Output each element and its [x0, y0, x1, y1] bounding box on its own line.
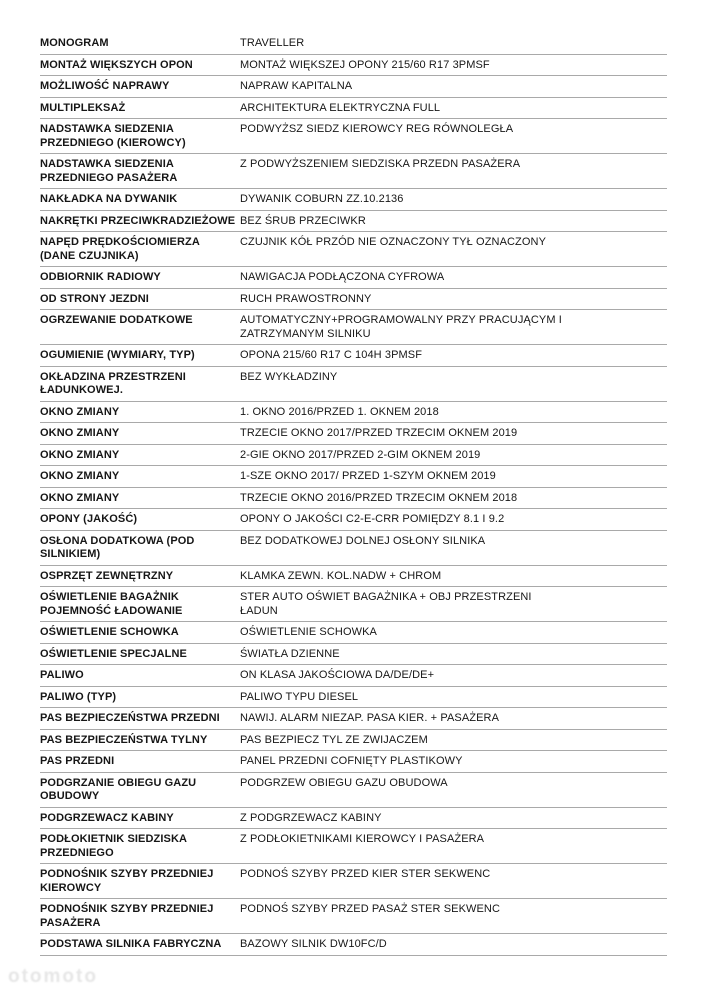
spec-row	[40, 488, 667, 510]
spec-label: OPONY (JAKOŚĆ)	[40, 513, 138, 525]
spec-value: 2-GIE OKNO 2017/PRZED 2-GIM OKNEM 2019	[240, 448, 481, 461]
spec-label: NAPĘD PRĘDKOŚCIOMIERZA (DANE CZUJNIKA)	[40, 236, 200, 262]
spec-row	[40, 644, 667, 666]
spec-value: CZUJNIK KÓŁ PRZÓD NIE OZNACZONY TYŁ OZNACZONY	[240, 236, 547, 248]
spec-row	[40, 98, 667, 120]
spec-label: OSŁONA DODATKOWA (POD SILNIKIEM)	[40, 534, 195, 560]
spec-value: NAPRAW KAPITALNA	[240, 80, 353, 92]
spec-label: PODŁOKIETNIK SIEDZISKA PRZEDNIEGO	[40, 833, 187, 859]
spec-value: PODNOŚ SZYBY PRZED PASAŻ STER SEKWENC	[240, 903, 501, 915]
spec-value: OŚWIETLENIE SCHOWKA	[240, 626, 377, 638]
spec-label: NAKŁADKA NA DYWANIK	[40, 193, 178, 205]
spec-value: PANEL PRZEDNI COFNIĘTY PLASTIKOWY	[240, 755, 463, 767]
spec-row	[40, 531, 667, 566]
spec-label: OSPRZĘT ZEWNĘTRZNY	[40, 569, 174, 582]
spec-row	[40, 154, 667, 189]
spec-label: OGRZEWANIE DODATKOWE	[40, 314, 193, 326]
spec-row	[40, 587, 667, 622]
site-watermark: otomoto	[8, 966, 98, 987]
spec-row	[40, 310, 667, 345]
spec-row	[40, 367, 667, 402]
spec-table	[40, 33, 667, 956]
spec-label: OŚWIETLENIE BAGAŻNIK POJEMNOŚĆ ŁADOWANIE	[40, 591, 183, 617]
spec-label: OKNO ZMIANY	[40, 448, 120, 461]
spec-label: NADSTAWKA SIEDZENIA PRZEDNIEGO PASAŻERA	[40, 158, 178, 184]
spec-label: NAKRĘTKI PRZECIWKRADZIEŻOWE	[40, 214, 236, 227]
spec-value: Z PODŁOKIETNIKAMI KIEROWCY I PASAŻERA	[240, 833, 485, 845]
spec-row	[40, 751, 667, 773]
spec-label: PODSTAWA SILNIKA FABRYCZNA	[40, 938, 222, 950]
spec-row	[40, 267, 667, 289]
spec-value: PAS BEZPIECZ TYL ZE ZWIJACZEM	[240, 733, 428, 746]
spec-label: OŚWIETLENIE SPECJALNE	[40, 647, 187, 660]
spec-value: PALIWO TYPU DIESEL	[240, 690, 359, 703]
spec-value: OPONA 215/60 R17 C 104H 3PMSF	[240, 349, 423, 361]
spec-row	[40, 289, 667, 311]
spec-row	[40, 189, 667, 211]
spec-row	[40, 899, 667, 934]
spec-label: PODNOŚNIK SZYBY PRZEDNIEJ PASAŻERA	[40, 903, 214, 929]
spec-label: OKNO ZMIANY	[40, 427, 120, 439]
spec-value: STER AUTO OŚWIET BAGAŻNIKA + OBJ PRZESTRZENI ŁADUN	[240, 591, 532, 617]
spec-value: PODWYŻSZ SIEDZ KIEROWCY REG RÓWNOLEGŁA	[240, 123, 514, 135]
spec-row	[40, 773, 667, 808]
spec-row	[40, 445, 667, 467]
spec-label: PALIWO (TYP)	[40, 690, 117, 703]
spec-value: BEZ WYKŁADZINY	[240, 370, 338, 383]
spec-value: TRAVELLER	[240, 37, 305, 49]
spec-label: OGUMIENIE (WYMIARY, TYP)	[40, 349, 195, 361]
spec-row	[40, 345, 667, 367]
spec-label: MONOGRAM	[40, 37, 109, 49]
spec-label: OKNO ZMIANY	[40, 491, 120, 504]
spec-row	[40, 665, 667, 687]
spec-value: Z PODWYŻSZENIEM SIEDZISKA PRZEDN PASAŻERA	[240, 158, 521, 170]
spec-row	[40, 730, 667, 752]
spec-value: MONTAŻ WIĘKSZEJ OPONY 215/60 R17 3PMSF	[240, 58, 490, 71]
spec-label: PODGRZANIE OBIEGU GAZU OBUDOWY	[40, 776, 197, 802]
spec-row	[40, 687, 667, 709]
spec-value: 1-SZE OKNO 2017/ PRZED 1-SZYM OKNEM 2019	[240, 470, 496, 482]
spec-value: DYWANIK COBURN ZZ.10.2136	[240, 193, 404, 205]
spec-row	[40, 76, 667, 98]
spec-label: PAS BEZPIECZEŃSTWA PRZEDNI	[40, 712, 220, 724]
spec-label: NADSTAWKA SIEDZENIA PRZEDNIEGO (KIEROWCY)	[40, 123, 186, 149]
spec-row	[40, 509, 667, 531]
spec-row	[40, 622, 667, 644]
spec-row	[40, 119, 667, 154]
spec-label: PAS BEZPIECZEŃSTWA TYLNY	[40, 733, 208, 746]
spec-value: RUCH PRAWOSTRONNY	[240, 292, 372, 305]
spec-value: 1. OKNO 2016/PRZED 1. OKNEM 2018	[240, 405, 439, 418]
spec-label: PALIWO	[40, 669, 84, 681]
spec-label: OKNO ZMIANY	[40, 405, 120, 418]
spec-row	[40, 566, 667, 588]
spec-value: NAWIJ. ALARM NIEZAP. PASA KIER. + PASAŻERA	[240, 712, 500, 724]
spec-value: BEZ DODATKOWEJ DOLNEJ OSŁONY SILNIKA	[240, 534, 486, 547]
spec-label: OD STRONY JEZDNI	[40, 292, 149, 305]
spec-value: ON KLASA JAKOŚCIOWA DA/DE/DE+	[240, 669, 435, 681]
spec-value: ARCHITEKTURA ELEKTRYCZNA FULL	[240, 101, 441, 114]
spec-label: MONTAŻ WIĘKSZYCH OPON	[40, 58, 193, 71]
spec-row	[40, 402, 667, 424]
spec-label: ODBIORNIK RADIOWY	[40, 271, 161, 283]
spec-row	[40, 423, 667, 445]
spec-value: AUTOMATYCZNY+PROGRAMOWALNY PRZY PRACUJĄCYM I ZATRZYMANYM SILNIKU	[240, 314, 562, 340]
spec-value: TRZECIE OKNO 2016/PRZED TRZECIM OKNEM 2018	[240, 491, 518, 504]
spec-value: PODNOŚ SZYBY PRZED KIER STER SEKWENC	[240, 868, 491, 880]
spec-label: OKNO ZMIANY	[40, 470, 120, 482]
spec-label: MOŻLIWOŚĆ NAPRAWY	[40, 80, 170, 92]
spec-value: KLAMKA ZEWN. KOL.NADW + CHROM	[240, 569, 442, 582]
spec-value: OPONY O JAKOŚCI C2-E-CRR POMIĘDZY 8.1 I 9.2	[240, 513, 505, 525]
spec-label: OKŁADZINA PRZESTRZENI ŁADUNKOWEJ.	[40, 370, 186, 396]
spec-row	[40, 466, 667, 488]
spec-label: OŚWIETLENIE SCHOWKA	[40, 626, 179, 638]
spec-row	[40, 808, 667, 830]
spec-value: TRZECIE OKNO 2017/PRZED TRZECIM OKNEM 2019	[240, 427, 518, 439]
spec-value: BEZ ŚRUB PRZECIWKR	[240, 214, 366, 227]
spec-value: NAWIGACJA PODŁĄCZONA CYFROWA	[240, 271, 445, 283]
spec-row	[40, 829, 667, 864]
spec-value: BAZOWY SILNIK DW10FC/D	[240, 938, 387, 950]
spec-label: PODNOŚNIK SZYBY PRZEDNIEJ KIEROWCY	[40, 868, 214, 894]
spec-row	[40, 864, 667, 899]
spec-label: MULTIPLEKSAŻ	[40, 101, 126, 114]
spec-label: PAS PRZEDNI	[40, 755, 115, 767]
spec-value: PODGRZEW OBIEGU GAZU OBUDOWA	[240, 776, 448, 789]
spec-row	[40, 934, 667, 956]
spec-value: ŚWIATŁA DZIENNE	[240, 647, 340, 660]
spec-row	[40, 33, 667, 55]
spec-row	[40, 232, 667, 267]
spec-label: PODGRZEWACZ KABINY	[40, 811, 174, 824]
spec-row	[40, 55, 667, 77]
spec-row	[40, 211, 667, 233]
spec-value: Z PODGRZEWACZ KABINY	[240, 811, 382, 824]
spec-row	[40, 708, 667, 730]
